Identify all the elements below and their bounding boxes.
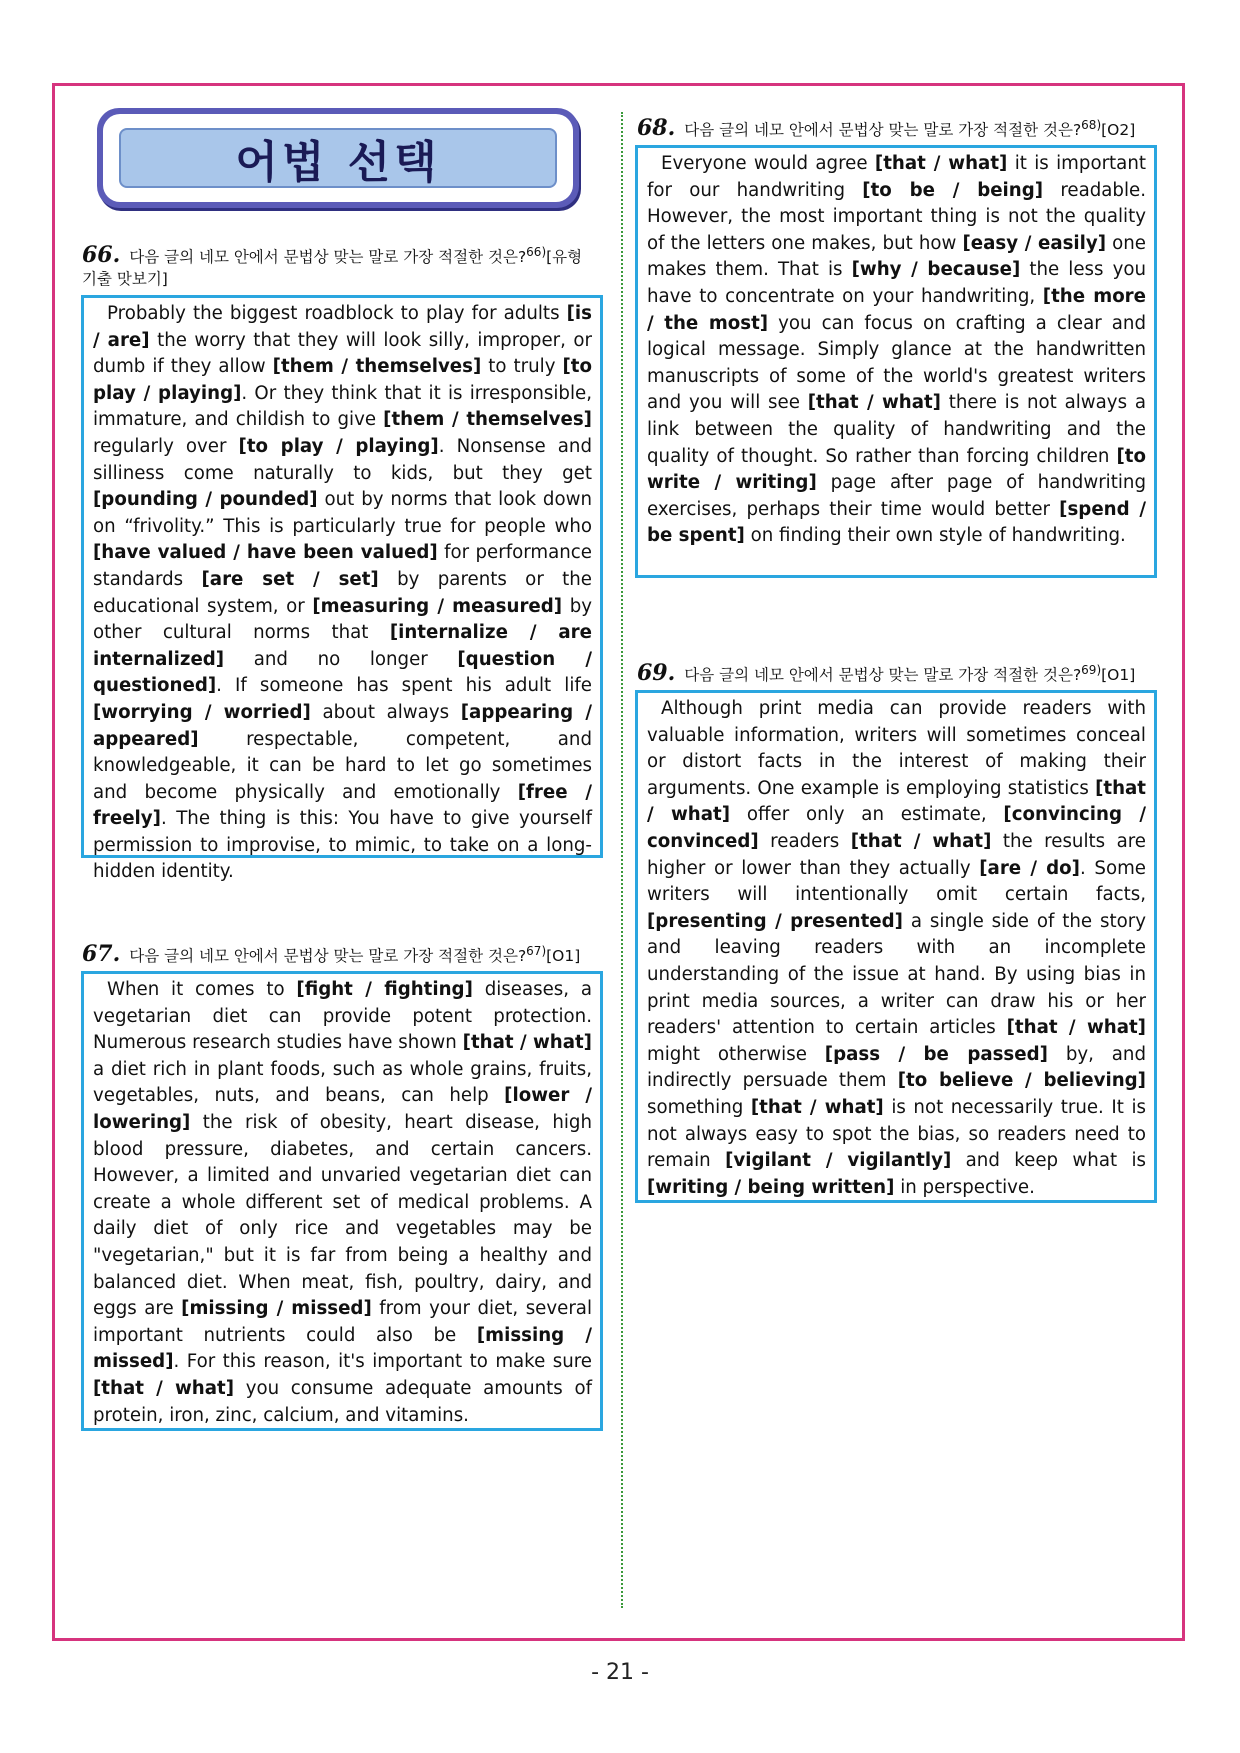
question-66-header — [82, 241, 602, 290]
answer-choice: [question / questioned] — [93, 648, 592, 697]
source-number: 69) — [1081, 663, 1102, 677]
question-number: 66. — [82, 242, 121, 269]
answer-choice: [presenting / presented] — [647, 910, 903, 932]
answer-choice: [to believe / believing] — [897, 1070, 1146, 1092]
passage-text — [647, 151, 1146, 550]
answer-choice: [missing / missed] — [93, 1324, 592, 1373]
passage-fragment: to truly — [481, 356, 563, 378]
question-prompt: 다음 글의 네모 안에서 문법상 맞는 말로 가장 적절한 것은? — [684, 121, 1082, 140]
passage-fragment: readable. However, the most important thing is not the quality of the letters one makes, but how — [647, 179, 1146, 254]
passage-fragment: by parents or the educational system, or — [93, 568, 592, 617]
passage-fragment: page after page of handwriting exercises, perhaps their time would better — [647, 472, 1146, 520]
answer-choice: [that / what] — [750, 1096, 884, 1118]
question-prompt: 다음 글의 네모 안에서 문법상 맞는 말로 가장 적절한 것은? — [684, 666, 1082, 685]
column-divider — [621, 112, 623, 1608]
passage-fragment: from your diet, several important nutrients could also be — [93, 1298, 592, 1346]
passage-fragment: out by norms that look down on “frivolity.” This is particularly true for people who — [93, 489, 592, 537]
passage-fragment: the risk of obesity, heart disease, high blood pressure, diabetes, and certain cancers. However, a limited and unvaried vegetarian diet can create a whole different set of medical problems. A daily diet of only rice and vegetables may be "vegetarian," but it is far from being a healthy and balanced diet. When meat, fish, poultry, dairy, and eggs are — [93, 1111, 592, 1320]
question-67-passage — [81, 971, 603, 1431]
passage-text — [93, 977, 592, 1429]
passage-fragment: When it comes to — [107, 979, 297, 1000]
passage-fragment: Probably the biggest roadblock to play for adults — [107, 303, 567, 324]
question-source: [유형 기출 맛보기] — [82, 248, 583, 289]
passage-fragment: there is not always a link between the quality of handwriting and the quality of thought. So rather than forcing children — [647, 392, 1146, 467]
answer-choice: [them / themselves] — [383, 409, 592, 431]
passage-fragment: . Some writers will intentionally omit certain facts, — [647, 857, 1146, 906]
passage-fragment: Although print media can provide readers with valuable information, writers will sometimes conceal or distort facts in the interest of making their arguments. One example is employing statistics — [647, 698, 1146, 799]
passage-fragment: by other cultural norms that — [93, 595, 592, 644]
passage-fragment: . Nonsense and silliness come naturally to kids, but they get — [93, 435, 592, 484]
question-68-passage — [635, 145, 1157, 578]
passage-fragment: the worry that they will look silly, improper, or dumb if they allow — [93, 329, 592, 378]
answer-choice: [internalize / are internalized] — [93, 622, 592, 670]
answer-choice: [to play / playing] — [238, 435, 439, 457]
passage-fragment: . For this reason, it's important to make sure — [173, 1351, 592, 1373]
answer-choice: [are set / set] — [201, 568, 379, 590]
question-prompt: 다음 글의 네모 안에서 문법상 맞는 말로 가장 적절한 것은? — [129, 248, 527, 267]
passage-fragment: it is important for our handwriting — [647, 153, 1146, 201]
question-67-header — [82, 940, 602, 967]
passage-fragment: one makes them. That is — [647, 232, 1146, 281]
question-number: 69. — [637, 660, 676, 687]
answer-choice: [free / freely] — [93, 781, 593, 830]
answer-choice: [that / what] — [807, 392, 941, 414]
passage-fragment: might otherwise — [647, 1043, 825, 1065]
answer-choice: [writing / being written] — [647, 1176, 895, 1198]
question-number: 68. — [637, 115, 676, 142]
answer-choice: [missing / missed] — [181, 1298, 372, 1320]
answer-choice: [why / because] — [851, 259, 1021, 281]
question-source: [O1] — [1101, 666, 1136, 685]
answer-choice: [appearing / appeared] — [93, 701, 592, 750]
passage-fragment: about always — [310, 701, 461, 723]
source-number: 66) — [526, 245, 547, 259]
passage-fragment: on finding their own style of handwriting. — [744, 525, 1126, 547]
answer-choice: [convincing / convinced] — [647, 804, 1146, 852]
passage-text — [93, 301, 592, 886]
passage-text — [647, 696, 1146, 1201]
answer-choice: [that / what] — [647, 777, 1146, 826]
answer-choice: [lower / lowering] — [93, 1085, 592, 1133]
answer-choice: [to play / playing] — [93, 356, 592, 404]
answer-choice: [to be / being] — [862, 179, 1044, 201]
passage-fragment: by, and indirectly persuade them — [647, 1043, 1146, 1092]
answer-choice: [worrying / worried] — [93, 701, 311, 723]
passage-fragment: and keep what is — [951, 1150, 1146, 1172]
answer-choice: [pass / be passed] — [824, 1043, 1048, 1065]
passage-fragment: readers — [758, 830, 851, 852]
passage-fragment: . If someone has spent his adult life — [216, 675, 592, 697]
question-69-passage — [635, 690, 1157, 1203]
answer-choice: [is / are] — [93, 303, 592, 351]
question-68-header — [637, 114, 1167, 141]
passage-fragment: . The thing is this: You have to give yourself permission to improvise, to mimic, to take on a long-hidden identity. — [93, 808, 592, 883]
passage-fragment: is not necessarily true. It is not always easy to spot the bias, so readers need to remain — [647, 1096, 1146, 1172]
answer-choice: [are / do] — [979, 857, 1080, 879]
passage-fragment: the less you have to concentrate on your handwriting, — [647, 259, 1147, 307]
answer-choice: [vigilant / vigilantly] — [725, 1150, 952, 1172]
passage-fragment: a diet rich in plant foods, such as whole grains, fruits, vegetables, nuts, and beans, can help — [93, 1058, 592, 1107]
answer-choice: [that / what] — [850, 830, 992, 852]
passage-fragment: . Or they think that it is irresponsible, immature, and childish to give — [93, 382, 592, 431]
page-title: 어법 선택 — [235, 137, 441, 188]
passage-fragment: a single side of the story and leaving readers with an incomplete understanding of the issue at hand. By using bias in print media sources, a writer can draw his or her readers' attention to certain articles — [647, 910, 1146, 1039]
page-number: - 21 - — [591, 1660, 649, 1685]
passage-fragment: in perspective. — [894, 1176, 1035, 1198]
source-number: 68) — [1081, 118, 1102, 132]
answer-choice: [spend / be spent] — [647, 498, 1146, 547]
answer-choice: [that / what] — [1006, 1017, 1146, 1039]
answer-choice: [the more / the most] — [647, 285, 1146, 334]
passage-fragment: diseases, a vegetarian diet can provide potent protection. Numerous research studies have shown — [93, 979, 592, 1054]
passage-fragment: the results are higher or lower than they actually — [647, 830, 1146, 879]
question-prompt: 다음 글의 네모 안에서 문법상 맞는 말로 가장 적절한 것은? — [129, 947, 527, 966]
passage-fragment: Everyone would agree — [661, 153, 875, 174]
answer-choice: [fight / fighting] — [296, 979, 473, 1000]
question-69-header — [637, 659, 1167, 686]
answer-choice: [pounding / pounded] — [93, 489, 318, 511]
question-number: 67. — [82, 941, 121, 968]
title-banner — [97, 108, 579, 208]
answer-choice: [that / what] — [93, 1377, 235, 1399]
answer-choice: [easy / easily] — [962, 232, 1107, 254]
answer-choice: [measuring / measured] — [312, 595, 563, 617]
question-source: [O1] — [546, 947, 581, 966]
passage-fragment: you consume adequate amounts of protein, iron, zinc, calcium, and vitamins. — [93, 1377, 592, 1426]
passage-fragment: and no longer — [224, 648, 458, 670]
passage-fragment: respectable, competent, and knowledgeable, it can be hard to let go sometimes and become physically and emotionally — [93, 728, 592, 803]
passage-fragment: you can focus on crafting a clear and logical message. Simply glance at the handwritten manuscripts of some of the world's greatest writers and you will see — [647, 312, 1146, 414]
answer-choice: [that / what] — [874, 153, 1008, 174]
answer-choice: [to write / writing] — [647, 445, 1146, 494]
source-number: 67) — [526, 944, 547, 958]
answer-choice: [them / themselves] — [272, 356, 482, 378]
answer-choice: [that / what] — [462, 1032, 592, 1054]
passage-fragment: offer only an estimate, — [730, 804, 1004, 826]
passage-fragment: regularly over — [93, 435, 239, 457]
question-source: [O2] — [1101, 121, 1136, 140]
answer-choice: [have valued / have been valued] — [93, 542, 438, 564]
passage-fragment: for performance standards — [93, 542, 592, 590]
question-66-passage — [81, 295, 603, 883]
passage-fragment: something — [647, 1096, 751, 1118]
